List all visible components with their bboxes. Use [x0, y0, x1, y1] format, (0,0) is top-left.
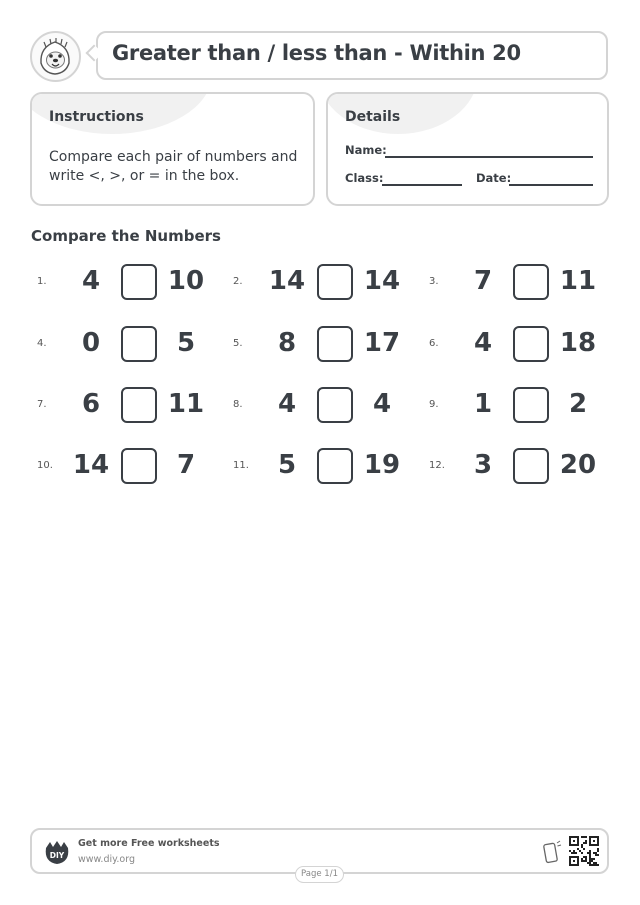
class-label: Class: [345, 171, 384, 185]
left-number: 5 [277, 450, 297, 480]
problem-item [422, 446, 618, 490]
instructions-text: Compare each pair of numbers and write <, >, or = in the box. [49, 149, 298, 184]
problem-item [226, 262, 422, 306]
right-number: 19 [363, 450, 401, 480]
footer-website-link[interactable]: www.diy.org [78, 854, 135, 865]
worksheet-title: Greater than / less than - Within 20 [112, 41, 521, 65]
problem-item [30, 324, 226, 368]
problem-number: 4. [37, 338, 47, 349]
qr-code-icon [569, 836, 599, 870]
left-number: 0 [81, 328, 101, 358]
class-field[interactable] [382, 184, 462, 186]
problem-number: 2. [233, 276, 243, 287]
problem-number: 6. [429, 338, 439, 349]
right-number: 20 [559, 450, 597, 480]
problem-number: 7. [37, 399, 47, 410]
left-number: 3 [473, 450, 493, 480]
left-number: 4 [277, 389, 297, 419]
right-number: 7 [176, 450, 196, 480]
diy-logo-text: DIY [49, 851, 65, 860]
problem-item [30, 446, 226, 490]
left-number: 14 [268, 266, 306, 296]
problem-number: 11. [233, 460, 249, 471]
problem-item [226, 385, 422, 429]
answer-box[interactable] [513, 448, 549, 484]
answer-box[interactable] [121, 326, 157, 362]
right-number: 18 [559, 328, 597, 358]
answer-box[interactable] [121, 387, 157, 423]
right-number: 2 [568, 389, 588, 419]
name-label: Name: [345, 143, 387, 157]
left-number: 14 [72, 450, 110, 480]
section-title: Compare the Numbers [31, 227, 221, 245]
left-number: 8 [277, 328, 297, 358]
answer-box[interactable] [121, 264, 157, 300]
problem-number: 9. [429, 399, 439, 410]
instructions-heading: Instructions [49, 109, 144, 125]
left-number: 7 [473, 266, 493, 296]
problem-number: 1. [37, 276, 47, 287]
problem-item [226, 446, 422, 490]
problem-number: 5. [233, 338, 243, 349]
yeti-mascot-icon [30, 31, 81, 82]
footer-promo-text: Get more Free worksheets [78, 838, 220, 849]
left-number: 4 [473, 328, 493, 358]
answer-box[interactable] [513, 264, 549, 300]
right-number: 14 [363, 266, 401, 296]
problem-item [422, 385, 618, 429]
right-number: 17 [363, 328, 401, 358]
answer-box[interactable] [513, 326, 549, 362]
details-card [326, 92, 609, 206]
details-heading: Details [345, 109, 401, 125]
right-number: 5 [176, 328, 196, 358]
phone-icon [542, 840, 562, 868]
left-number: 4 [81, 266, 101, 296]
instructions-card [30, 92, 315, 206]
answer-box[interactable] [121, 448, 157, 484]
left-number: 6 [81, 389, 101, 419]
right-number: 10 [167, 266, 205, 296]
problem-item [30, 262, 226, 306]
page-indicator: Page 1/1 [295, 866, 344, 883]
left-number: 1 [473, 389, 493, 419]
right-number: 4 [372, 389, 392, 419]
problem-number: 12. [429, 460, 445, 471]
answer-box[interactable] [513, 387, 549, 423]
answer-box[interactable] [317, 326, 353, 362]
name-field[interactable] [385, 156, 593, 158]
problem-number: 8. [233, 399, 243, 410]
answer-box[interactable] [317, 448, 353, 484]
problem-number: 10. [37, 460, 53, 471]
problem-item [226, 324, 422, 368]
problem-item [422, 262, 618, 306]
answer-box[interactable] [317, 387, 353, 423]
date-field[interactable] [509, 184, 593, 186]
problem-item [422, 324, 618, 368]
problem-number: 3. [429, 276, 439, 287]
problem-item [30, 385, 226, 429]
date-label: Date: [476, 171, 512, 185]
answer-box[interactable] [317, 264, 353, 300]
diy-logo-icon[interactable] [43, 840, 71, 870]
right-number: 11 [167, 389, 205, 419]
right-number: 11 [559, 266, 597, 296]
